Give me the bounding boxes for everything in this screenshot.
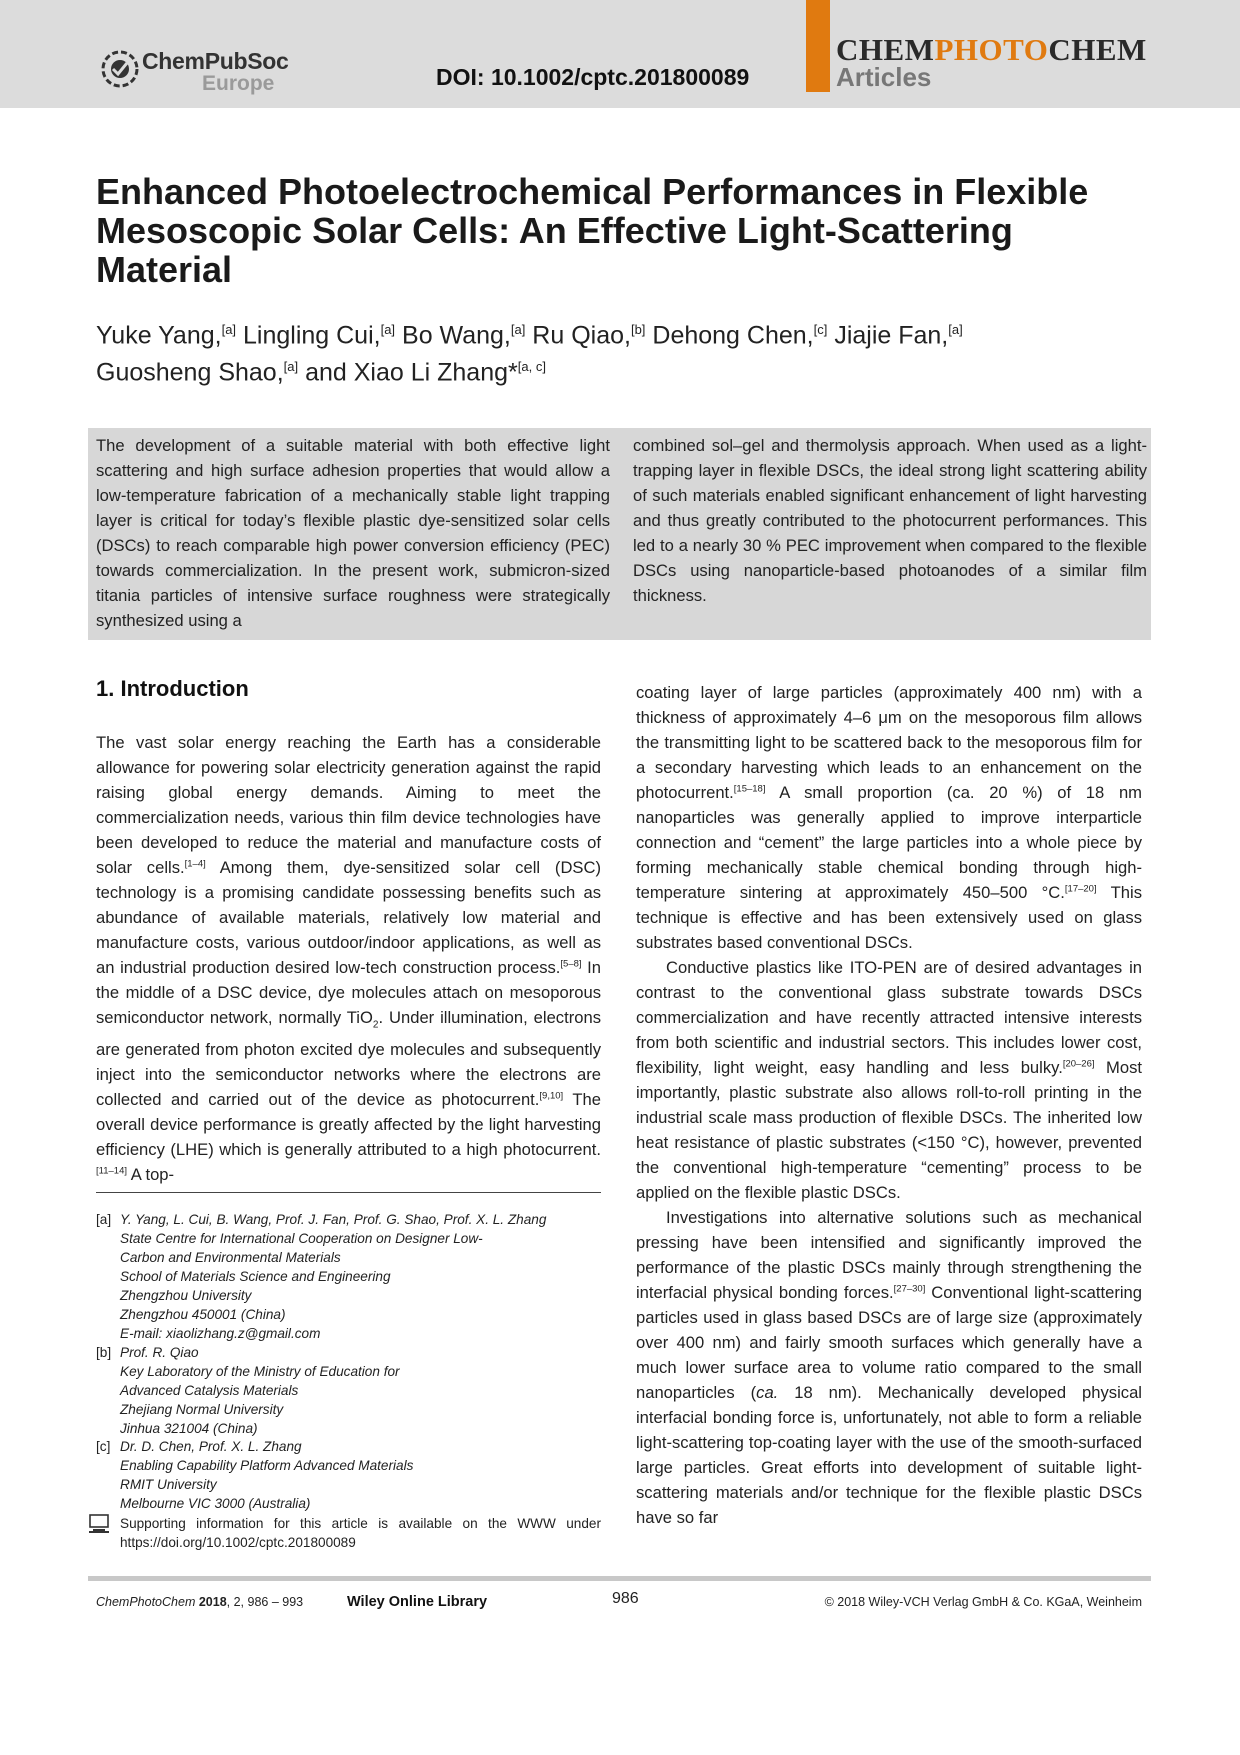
section-heading: 1. Introduction: [96, 676, 249, 701]
article-doi[interactable]: DOI: 10.1002/cptc.201800089: [436, 64, 750, 90]
intro-left-column: The vast solar energy reaching the Earth has a considerable allowance for powering solar electricity generation against the rapid raising global energy demands. Aiming to meet the commercialization needs, various thin film device technologies have been developed to reduce the material and manufacture costs of solar cells.[1–4] Among them, dye-sensitized solar cell (DSC) technology is a promising candidate possessing benefits such as abundance of available materials, relatively low material and manufacture costs, various outdoor/indoor applications, as well as an industrial production desired low-tech construction process.[5–8] In the middle of a DSC device, dye molecules attach on mesoporous semiconductor network, normally TiO$_2$. Under illumination, electrons are generated from photon excited dye molecules and subsequently inject into the semiconductor networks where the electrons are collected and carried out of the device as photocurrent.[9,10] The overall device performance is greatly affected by the light harvesting efficiency (LHE) which is generally attributed to a high photocurrent.[11–14] A top-: [96, 733, 602, 1185]
publisher-region: Europe: [202, 72, 275, 95]
footnote-rule: [96, 1192, 601, 1193]
abstract-box: [88, 428, 1151, 640]
section-kind: Articles: [836, 62, 932, 92]
footer-citation: ChemPhotoChem 2018, 2, 986 – 993: [96, 1595, 304, 1609]
journal-accent-bar: [806, 0, 830, 92]
publisher-name: ChemPubSoc: [142, 48, 289, 74]
journal-name: CHEMPHOTOCHEM: [836, 32, 1147, 67]
article-title: Enhanced Photoelectrochemical Performances in Flexible Mesoscopic Solar Cells: An Effective Light-Scattering Material: [96, 171, 1089, 290]
computer-icon: [88, 1514, 110, 1534]
contact-email[interactable]: E-mail: xiaolizhang.z@gmail.com: [120, 1326, 321, 1341]
page-number: 986: [612, 1590, 639, 1607]
wiley-online-library-link[interactable]: Wiley Online Library: [347, 1594, 488, 1610]
supporting-info[interactable]: Supporting information for this article is available on the WWW under https://doi.org/10.1002/cptc.201800089: [120, 1516, 601, 1550]
intro-right-column: coating layer of large particles (approximately 400 nm) with a thickness of approximately 4–6 μm on the mesoporous film allows the transmitting light to be scattered back to the mesoporous film for a secondary harvesting which leads to an enhancement on the photocurrent.[15–18] A small proportion (ca. 20 %) of 18 nm nanoparticles was generally applied to improve interparticle connection and “cement” the large particles into a whole piece by forming mechanically stable chemical bonding through high-temperature sintering at approximately 450–500 °C.[17–20] This technique is effective and has been extensively used on glass substrates based conventional DSCs. Conductive plastics like ITO-PEN are of desired advantages in contrast to the conventional glass substrate towards DSCs commercialization and have recently attracted intensive interests from both scientific and industrial sectors. This includes lower cost, flexibility, light weight, easy handling and less bulky.[20–26] Most importantly, plastic substrate also allows roll-to-roll printing in the industrial scale mass production of flexible DSCs. The inherited low heat resistance of plastic substrates (<150 °C), however, prevented the conventional high-temperature “cementing” process to be applied on the flexible plastic DSCs. Investigations into alternative solutions such as mechanical pressing have been intensified and significantly improved the performance of the plastic DSCs mainly through strengthening the interfacial physical bonding forces.[27–30] Conventional light-scattering particles used in glass based DSCs are of large size (approximately over 400 nm) and fairly smooth surfaces which generally have a much lower surface area to volume ratio compared to the small nanoparticles (ca. 18 nm). Mechanically developed physical interfacial bonding force is, unfortunately, not able to form a reliable light-scattering top-coating layer with the use of the smooth-surfaced large particles. Great efforts into development of suitable light-scattering materials and/or technique for the flexible plastic DSCs have so far: [636, 683, 1142, 1527]
abstract-col-2: combined sol–gel and thermolysis approach. When used as a light-trapping layer in flexible DSCs, the ideal strong light scattering ability of such materials enabled significant enhancement of light harvesting and thus greatly contributed to the photocurrent performances. This led to a nearly 30 % PEC improvement when compared to the flexible DSCs using nanoparticle-based photoanodes of a similar film thickness.: [633, 436, 1147, 605]
footer-rule: [88, 1576, 1151, 1581]
copyright: © 2018 Wiley-VCH Verlag GmbH & Co. KGaA, Weinheim: [824, 1595, 1142, 1609]
author-list: Yuke Yang,[a] Lingling Cui,[a] Bo Wang,[a] Ru Qiao,[b] Dehong Chen,[c] Jiajie Fan,[a] Guosheng Shao,[a] and Xiao Li Zhang*[a, c]: [96, 321, 963, 387]
abstract-col-1: The development of a suitable material with both effective light scattering and high surface adhesion properties that would allow a low-temperature fabrication of a mechanically stable light trapping layer is critical for today’s flexible plastic dye-sensitized solar cells (DSCs) to reach comparable high power conversion efficiency (PEC) towards commercialization. In the present work, submicron-sized titania particles of intensive surface roughness were strategically synthesized using a: [96, 436, 610, 630]
